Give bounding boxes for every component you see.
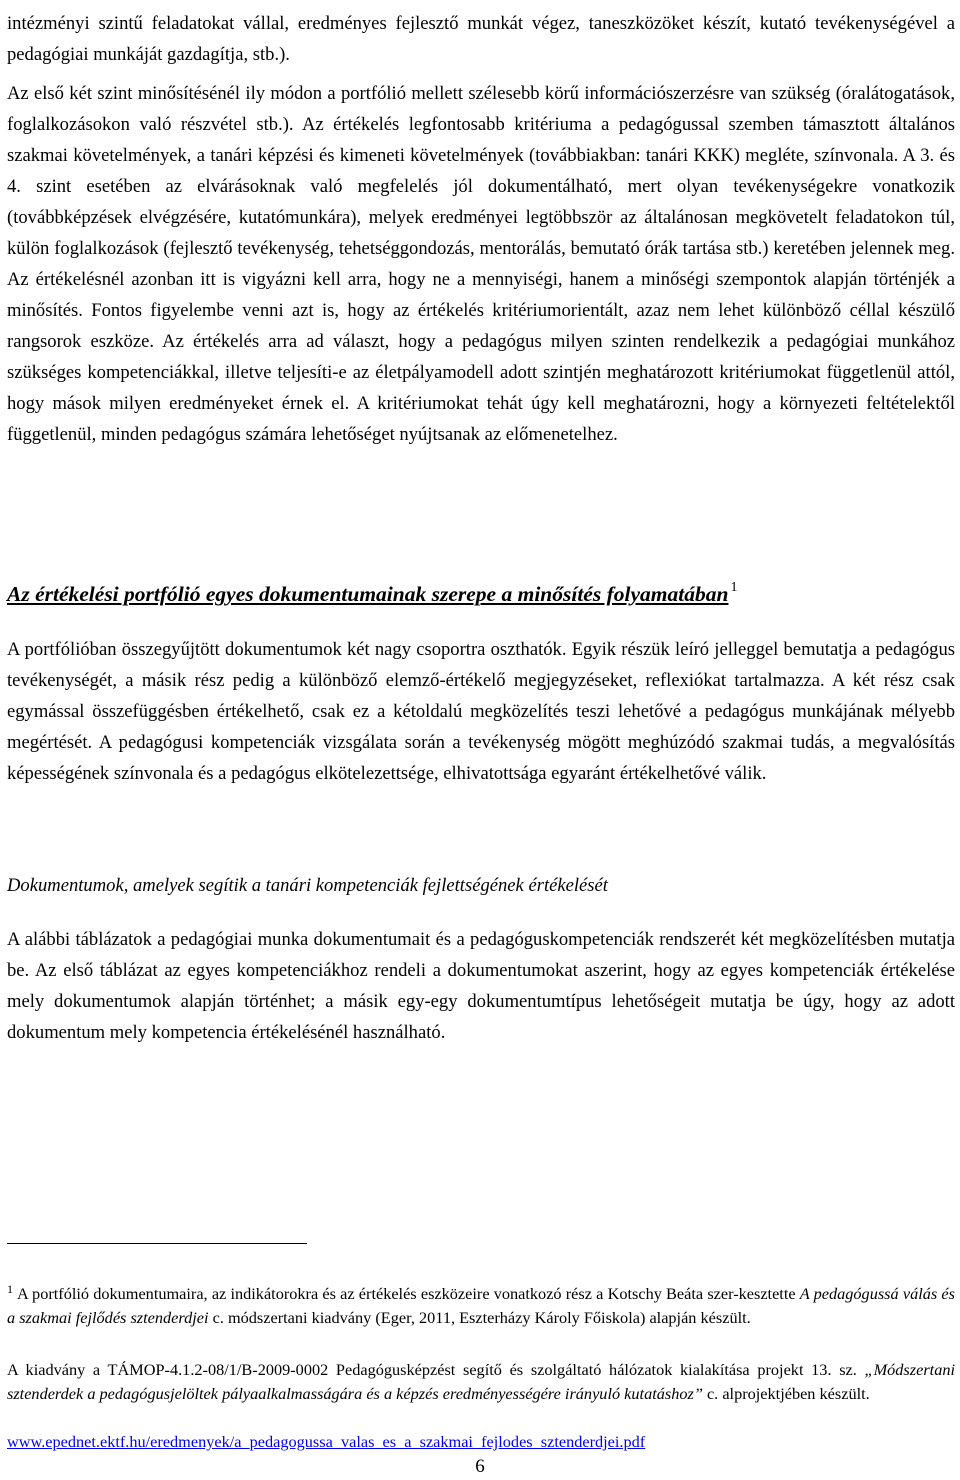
section-heading-text: Az értékelési portfólió egyes dokumentumainak szerepe a minősítés folyamatában bbox=[7, 582, 729, 606]
paragraph-continuation: intézményi szintű feladatokat vállal, eredményes fejlesztő munkát végez, taneszközöket készít, kutató tevékenységével a pedagógiai munkáját gazdagítja, stb.). bbox=[7, 13, 955, 65]
footnote-title-1: A pedagógussá válás és a szakmai fejlődés sztenderdjei bbox=[7, 1284, 955, 1327]
page-number: 6 bbox=[475, 1456, 485, 1477]
paragraph-evaluation-criteria: Az első két szint minősítésénél ily módon a portfólió mellett szélesebb körű információszerzésre van szükség (óralátogatások, foglalkozásokon való részvétel stb.). Az értékelés legfontosabb kritériuma a pedagógussal szemben támasztott általános szakmai követelmények, a tanári képzési és kimeneti követelmények (továbbiakban: tanári KKK) megléte, színvonala. A 3. és 4. szint esetében az elvárásoknak való megfelelés jól dokumentálható, mert olyan tevékenységekre vonatkozik (továbbképzések elvégzésére, kutatómunkára), melyek eredményei legtöbbször az általánosan megkövetelt feladatokon túl, külön foglalkozások (fejlesztő tevékenység, tehetséggondozás, mentorálás, bemutató órák tartása stb.) keretében jelennek meg. Az értékelésnél azonban itt is vigyázni kell arra, hogy ne a mennyiségi, hanem a minőségi szempontok alapján történjék a minősítés. Fontos figyelembe venni azt is, hogy az értékelés kritériumorientált, azaz nem lehet különböző céllal készülő rangsorok eszköze. Az értékelés arra ad választ, hogy a pedagógus milyen szinten rendelkezik a pedagógiai munkához szükséges kompetenciákkal, illetve teljesíti-e az életpályamodell adott szintjén meghatározott kritériumokat függetlenül attól, hogy mások milyen eredményeket érnek el. A kritériumokat tehát úgy kell meghatározni, hogy a környezeti feltételektől függetlenül, minden pedagógus számára lehetőséget nyújtsanak az előmenetelhez. bbox=[7, 83, 955, 445]
subheading: Dokumentumok, amelyek segítik a tanári kompetenciák fejlettségének értékelését bbox=[7, 875, 608, 896]
footnote-title-2: „Módszertani sztenderdek a pedagógusjelöltek pályaalkalmasságára és a képzés eredményességére irányuló kutatáshoz” bbox=[7, 1360, 955, 1403]
footnote-part-1: A portfólió dokumentumaira, az indikátorokra és az értékelés eszközeire vonatkozó rész a Kotschy Beáta szer-kesztette bbox=[17, 1284, 800, 1303]
footnote-part-3: A kiadvány a TÁMOP-4.1.2-08/1/B-2009-0002 Pedagógusképzést segítő és szolgáltató hálózatok kialakítása projekt 13. sz. bbox=[7, 1360, 865, 1379]
footnote-reference[interactable]: 1 bbox=[730, 580, 738, 595]
footnote-text bbox=[7, 1278, 955, 1329]
paragraph-tables-intro: A alábbi táblázatok a pedagógiai munka dokumentumait és a pedagóguskompetenciák rendszerét két megközelítésben mutatja be. Az első táblázat az egyes kompetenciákhoz rendeli a dokumentumokat aszerint, hogy az egyes kompetenciák értékelése mely dokumentumok alapján történhet; a másik egy-egy dokumentumtípus lehetőségeit mutatja be úgy, hogy az adott dokumentum mely kompetencia értékelésénél használható. bbox=[7, 929, 955, 1043]
footnote-link[interactable]: www.epednet.ektf.hu/eredmenyek/a_pedagogussa_valas_es_a_szakmai_fejlodes_sztenderdjei.pdf bbox=[7, 1432, 646, 1451]
paragraph-portfolio-documents: A portfólióban összegyűjtött dokumentumok két nagy csoportra oszthatók. Egyik részük leíró jelleggel bemutatja a pedagógus tevékenységét, a másik rész pedig a különböző elemző-értékelő megjegyzéseket, reflexiókat tartalmazza. A két rész csak egymással összefüggésben értékelhető, csak ez a kétoldalú megközelítés teszi lehetővé a pedagógus munkájának mélyebb megértését. A pedagógusi kompetenciák vizsgálata során a tevékenység mögött meghúzódó szakmai tudás, a megvalósítás képességének színvonala és a pedagógus elkötelezettsége, elhivatottsága egyaránt értékelhetővé válik. bbox=[7, 639, 955, 784]
footnote-project-text bbox=[7, 1358, 955, 1405]
footnote-part-2: c. módszertani kiadvány (Eger, 2011, Eszterházy Károly Főiskola) alapján készült. bbox=[208, 1307, 751, 1327]
section-heading bbox=[7, 572, 955, 610]
footnote-part-4: c. alprojektjében készült. bbox=[702, 1383, 870, 1403]
footnote-separator bbox=[7, 1243, 307, 1244]
footnote-marker: 1 bbox=[7, 1282, 13, 1296]
